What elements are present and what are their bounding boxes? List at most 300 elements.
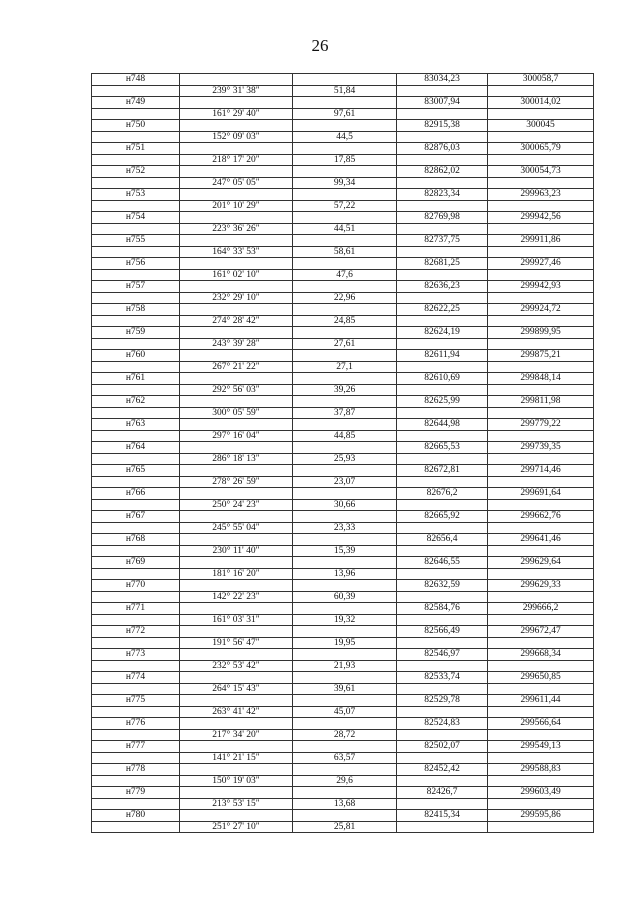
- point-row: [92, 212, 594, 224]
- empty-cell: [488, 223, 594, 235]
- coordinates-table: [91, 73, 594, 833]
- point-row: [92, 695, 594, 707]
- empty-cell: [488, 430, 594, 442]
- point-row: [92, 810, 594, 822]
- empty-cell: [488, 200, 594, 212]
- point-y: 299668,34: [488, 649, 594, 661]
- empty-cell: [293, 396, 397, 408]
- segment-row: [92, 200, 594, 212]
- empty-cell: [293, 235, 397, 247]
- point-y: 299942,56: [488, 212, 594, 224]
- empty-cell: [488, 269, 594, 281]
- point-name: н775: [92, 695, 180, 707]
- segment-row: [92, 407, 594, 419]
- segment-distance: 29,6: [293, 775, 397, 787]
- empty-cell: [180, 557, 293, 569]
- empty-cell: [397, 775, 488, 787]
- point-name: н777: [92, 741, 180, 753]
- empty-cell: [92, 177, 180, 189]
- segment-angle: 232° 53' 42": [180, 660, 293, 672]
- empty-cell: [293, 166, 397, 178]
- point-x: 82546,97: [397, 649, 488, 661]
- point-y: 300054,73: [488, 166, 594, 178]
- empty-cell: [180, 511, 293, 523]
- point-x: 82415,34: [397, 810, 488, 822]
- point-x: 82529,78: [397, 695, 488, 707]
- point-x: 82672,81: [397, 465, 488, 477]
- empty-cell: [180, 488, 293, 500]
- empty-cell: [293, 281, 397, 293]
- empty-cell: [293, 488, 397, 500]
- empty-cell: [180, 143, 293, 155]
- segment-angle: 161° 02' 10": [180, 269, 293, 281]
- point-x: 82636,23: [397, 281, 488, 293]
- empty-cell: [397, 637, 488, 649]
- segment-distance: 27,61: [293, 338, 397, 350]
- point-x: 82644,98: [397, 419, 488, 431]
- empty-cell: [397, 591, 488, 603]
- segment-row: [92, 614, 594, 626]
- empty-cell: [488, 384, 594, 396]
- empty-cell: [92, 591, 180, 603]
- empty-cell: [397, 729, 488, 741]
- segment-distance: 19,32: [293, 614, 397, 626]
- point-row: [92, 764, 594, 776]
- point-name: н759: [92, 327, 180, 339]
- segment-distance: 44,51: [293, 223, 397, 235]
- segment-row: [92, 660, 594, 672]
- segment-distance: 51,84: [293, 85, 397, 97]
- segment-row: [92, 338, 594, 350]
- point-y: 299549,13: [488, 741, 594, 753]
- empty-cell: [488, 752, 594, 764]
- empty-cell: [488, 614, 594, 626]
- point-y: 299924,72: [488, 304, 594, 316]
- segment-row: [92, 453, 594, 465]
- point-row: [92, 189, 594, 201]
- point-y: 299739,35: [488, 442, 594, 454]
- point-x: 82769,98: [397, 212, 488, 224]
- empty-cell: [488, 775, 594, 787]
- segment-angle: 263° 41' 42": [180, 706, 293, 718]
- segment-distance: 13,96: [293, 568, 397, 580]
- segment-angle: 141° 21' 15": [180, 752, 293, 764]
- segment-row: [92, 269, 594, 281]
- empty-cell: [488, 338, 594, 350]
- point-y: 299672,47: [488, 626, 594, 638]
- segment-angle: 181° 16' 20": [180, 568, 293, 580]
- empty-cell: [397, 614, 488, 626]
- empty-cell: [92, 614, 180, 626]
- empty-cell: [180, 534, 293, 546]
- point-name: н751: [92, 143, 180, 155]
- empty-cell: [293, 718, 397, 730]
- point-row: [92, 235, 594, 247]
- segment-distance: 57,22: [293, 200, 397, 212]
- empty-cell: [180, 718, 293, 730]
- empty-cell: [180, 580, 293, 592]
- point-y: 299899,95: [488, 327, 594, 339]
- empty-cell: [180, 672, 293, 684]
- point-row: [92, 580, 594, 592]
- empty-cell: [397, 315, 488, 327]
- point-name: н753: [92, 189, 180, 201]
- empty-cell: [397, 131, 488, 143]
- empty-cell: [293, 672, 397, 684]
- point-y: 300045: [488, 120, 594, 132]
- empty-cell: [180, 327, 293, 339]
- empty-cell: [397, 246, 488, 258]
- point-y: 299691,64: [488, 488, 594, 500]
- point-x: 82584,76: [397, 603, 488, 615]
- point-name: н748: [92, 74, 180, 86]
- segment-distance: 45,07: [293, 706, 397, 718]
- empty-cell: [180, 281, 293, 293]
- point-y: 299942,93: [488, 281, 594, 293]
- empty-cell: [488, 407, 594, 419]
- segment-row: [92, 568, 594, 580]
- empty-cell: [488, 568, 594, 580]
- empty-cell: [293, 511, 397, 523]
- point-y: 299963,23: [488, 189, 594, 201]
- empty-cell: [180, 764, 293, 776]
- point-y: 299875,21: [488, 350, 594, 362]
- point-name: н779: [92, 787, 180, 799]
- empty-cell: [488, 683, 594, 695]
- point-y: 299611,44: [488, 695, 594, 707]
- point-y: 299927,46: [488, 258, 594, 270]
- empty-cell: [488, 453, 594, 465]
- segment-distance: 47,6: [293, 269, 397, 281]
- segment-row: [92, 545, 594, 557]
- segment-angle: 286° 18' 13": [180, 453, 293, 465]
- segment-distance: 17,85: [293, 154, 397, 166]
- point-row: [92, 74, 594, 86]
- empty-cell: [293, 557, 397, 569]
- point-row: [92, 373, 594, 385]
- empty-cell: [180, 235, 293, 247]
- empty-cell: [397, 522, 488, 534]
- segment-row: [92, 821, 594, 833]
- segment-distance: 23,33: [293, 522, 397, 534]
- segment-distance: 15,39: [293, 545, 397, 557]
- segment-row: [92, 292, 594, 304]
- empty-cell: [293, 626, 397, 638]
- point-row: [92, 442, 594, 454]
- empty-cell: [92, 453, 180, 465]
- empty-cell: [180, 649, 293, 661]
- point-name: н752: [92, 166, 180, 178]
- empty-cell: [180, 396, 293, 408]
- point-name: н749: [92, 97, 180, 109]
- empty-cell: [92, 775, 180, 787]
- empty-cell: [397, 361, 488, 373]
- point-y: 299641,46: [488, 534, 594, 546]
- point-row: [92, 465, 594, 477]
- point-y: 299588,83: [488, 764, 594, 776]
- empty-cell: [92, 821, 180, 833]
- segment-angle: 300° 05' 59": [180, 407, 293, 419]
- point-row: [92, 511, 594, 523]
- segment-angle: 243° 39' 28": [180, 338, 293, 350]
- empty-cell: [488, 108, 594, 120]
- empty-cell: [293, 603, 397, 615]
- point-y: 299650,85: [488, 672, 594, 684]
- empty-cell: [488, 591, 594, 603]
- segment-distance: 44,85: [293, 430, 397, 442]
- segment-angle: 264° 15' 43": [180, 683, 293, 695]
- empty-cell: [488, 798, 594, 810]
- segment-distance: 19,95: [293, 637, 397, 649]
- segment-angle: 267° 21' 22": [180, 361, 293, 373]
- point-row: [92, 327, 594, 339]
- point-name: н757: [92, 281, 180, 293]
- empty-cell: [92, 246, 180, 258]
- segment-distance: 27,1: [293, 361, 397, 373]
- point-y: 299662,76: [488, 511, 594, 523]
- empty-cell: [92, 752, 180, 764]
- empty-cell: [92, 384, 180, 396]
- point-row: [92, 97, 594, 109]
- empty-cell: [488, 637, 594, 649]
- point-row: [92, 741, 594, 753]
- empty-cell: [180, 695, 293, 707]
- point-name: н778: [92, 764, 180, 776]
- empty-cell: [92, 660, 180, 672]
- empty-cell: [488, 361, 594, 373]
- point-x: 82632,59: [397, 580, 488, 592]
- empty-cell: [92, 568, 180, 580]
- empty-cell: [92, 798, 180, 810]
- point-y: 299848,14: [488, 373, 594, 385]
- segment-row: [92, 154, 594, 166]
- point-x: 82502,07: [397, 741, 488, 753]
- empty-cell: [180, 603, 293, 615]
- empty-cell: [488, 177, 594, 189]
- point-row: [92, 419, 594, 431]
- segment-row: [92, 591, 594, 603]
- segment-row: [92, 85, 594, 97]
- point-x: 82656,4: [397, 534, 488, 546]
- empty-cell: [180, 810, 293, 822]
- point-name: н773: [92, 649, 180, 661]
- empty-cell: [488, 292, 594, 304]
- segment-distance: 39,26: [293, 384, 397, 396]
- empty-cell: [293, 741, 397, 753]
- empty-cell: [488, 154, 594, 166]
- empty-cell: [92, 154, 180, 166]
- point-row: [92, 488, 594, 500]
- empty-cell: [92, 85, 180, 97]
- empty-cell: [293, 304, 397, 316]
- segment-angle: 223° 36' 26": [180, 223, 293, 235]
- empty-cell: [397, 430, 488, 442]
- empty-cell: [488, 476, 594, 488]
- point-x: 82452,42: [397, 764, 488, 776]
- segment-angle: 201° 10' 29": [180, 200, 293, 212]
- point-y: 299603,49: [488, 787, 594, 799]
- empty-cell: [293, 787, 397, 799]
- empty-cell: [92, 729, 180, 741]
- empty-cell: [397, 453, 488, 465]
- page-number: 26: [311, 36, 329, 55]
- empty-cell: [293, 649, 397, 661]
- empty-cell: [397, 821, 488, 833]
- empty-cell: [293, 212, 397, 224]
- point-y: 300058,7: [488, 74, 594, 86]
- segment-distance: 13,68: [293, 798, 397, 810]
- empty-cell: [92, 683, 180, 695]
- empty-cell: [293, 327, 397, 339]
- point-x: 82876,03: [397, 143, 488, 155]
- segment-angle: 292° 56' 03": [180, 384, 293, 396]
- segment-row: [92, 706, 594, 718]
- segment-angle: 274° 28' 42": [180, 315, 293, 327]
- point-y: 299714,46: [488, 465, 594, 477]
- segment-angle: 161° 29' 40": [180, 108, 293, 120]
- empty-cell: [92, 407, 180, 419]
- empty-cell: [397, 683, 488, 695]
- point-row: [92, 534, 594, 546]
- point-row: [92, 350, 594, 362]
- point-x: 82665,92: [397, 511, 488, 523]
- point-x: 82915,38: [397, 120, 488, 132]
- empty-cell: [293, 143, 397, 155]
- point-y: 299629,33: [488, 580, 594, 592]
- point-row: [92, 718, 594, 730]
- empty-cell: [488, 660, 594, 672]
- point-x: 82625,99: [397, 396, 488, 408]
- segment-row: [92, 798, 594, 810]
- empty-cell: [397, 545, 488, 557]
- segment-angle: 142° 22' 23": [180, 591, 293, 603]
- point-x: 82533,74: [397, 672, 488, 684]
- empty-cell: [180, 787, 293, 799]
- segment-angle: 150° 19' 03": [180, 775, 293, 787]
- point-name: н770: [92, 580, 180, 592]
- point-name: н755: [92, 235, 180, 247]
- point-name: н750: [92, 120, 180, 132]
- point-row: [92, 672, 594, 684]
- empty-cell: [92, 476, 180, 488]
- coordinates-table-body: [92, 74, 594, 833]
- segment-distance: 21,93: [293, 660, 397, 672]
- empty-cell: [180, 626, 293, 638]
- empty-cell: [92, 545, 180, 557]
- segment-row: [92, 683, 594, 695]
- point-x: 82524,83: [397, 718, 488, 730]
- segment-angle: 278° 26' 59": [180, 476, 293, 488]
- empty-cell: [180, 97, 293, 109]
- segment-row: [92, 223, 594, 235]
- point-row: [92, 649, 594, 661]
- point-row: [92, 258, 594, 270]
- empty-cell: [92, 223, 180, 235]
- empty-cell: [488, 522, 594, 534]
- segment-row: [92, 729, 594, 741]
- point-name: н764: [92, 442, 180, 454]
- empty-cell: [180, 741, 293, 753]
- empty-cell: [488, 706, 594, 718]
- segment-distance: 60,39: [293, 591, 397, 603]
- empty-cell: [180, 419, 293, 431]
- segment-angle: 297° 16' 04": [180, 430, 293, 442]
- empty-cell: [397, 154, 488, 166]
- empty-cell: [293, 373, 397, 385]
- point-y: 300014,02: [488, 97, 594, 109]
- empty-cell: [180, 212, 293, 224]
- point-y: 299779,22: [488, 419, 594, 431]
- empty-cell: [180, 465, 293, 477]
- point-x: 82737,75: [397, 235, 488, 247]
- point-name: н768: [92, 534, 180, 546]
- point-name: н780: [92, 810, 180, 822]
- empty-cell: [92, 108, 180, 120]
- point-y: 299811,98: [488, 396, 594, 408]
- empty-cell: [397, 108, 488, 120]
- point-name: н762: [92, 396, 180, 408]
- empty-cell: [397, 706, 488, 718]
- segment-distance: 23,07: [293, 476, 397, 488]
- empty-cell: [92, 499, 180, 511]
- empty-cell: [293, 764, 397, 776]
- empty-cell: [397, 269, 488, 281]
- point-x: 82426,7: [397, 787, 488, 799]
- empty-cell: [397, 85, 488, 97]
- empty-cell: [488, 131, 594, 143]
- empty-cell: [488, 85, 594, 97]
- segment-row: [92, 430, 594, 442]
- point-y: 299666,2: [488, 603, 594, 615]
- empty-cell: [180, 442, 293, 454]
- empty-cell: [397, 292, 488, 304]
- empty-cell: [180, 350, 293, 362]
- empty-cell: [92, 338, 180, 350]
- empty-cell: [293, 810, 397, 822]
- point-name: н754: [92, 212, 180, 224]
- point-y: 299595,86: [488, 810, 594, 822]
- segment-row: [92, 108, 594, 120]
- point-x: 82676,2: [397, 488, 488, 500]
- empty-cell: [92, 315, 180, 327]
- empty-cell: [293, 465, 397, 477]
- empty-cell: [92, 706, 180, 718]
- point-name: н776: [92, 718, 180, 730]
- point-x: 83034,23: [397, 74, 488, 86]
- point-row: [92, 557, 594, 569]
- point-x: 82823,34: [397, 189, 488, 201]
- empty-cell: [397, 798, 488, 810]
- point-x: 82624,19: [397, 327, 488, 339]
- segment-row: [92, 177, 594, 189]
- segment-angle: 247° 05' 05": [180, 177, 293, 189]
- segment-angle: 191° 56' 47": [180, 637, 293, 649]
- empty-cell: [488, 729, 594, 741]
- empty-cell: [180, 304, 293, 316]
- point-name: н763: [92, 419, 180, 431]
- segment-distance: 24,85: [293, 315, 397, 327]
- segment-distance: 30,66: [293, 499, 397, 511]
- empty-cell: [92, 430, 180, 442]
- segment-distance: 37,87: [293, 407, 397, 419]
- segment-angle: 217° 34' 20": [180, 729, 293, 741]
- point-x: 82566,49: [397, 626, 488, 638]
- point-row: [92, 626, 594, 638]
- segment-row: [92, 384, 594, 396]
- empty-cell: [397, 476, 488, 488]
- segment-distance: 63,57: [293, 752, 397, 764]
- empty-cell: [488, 499, 594, 511]
